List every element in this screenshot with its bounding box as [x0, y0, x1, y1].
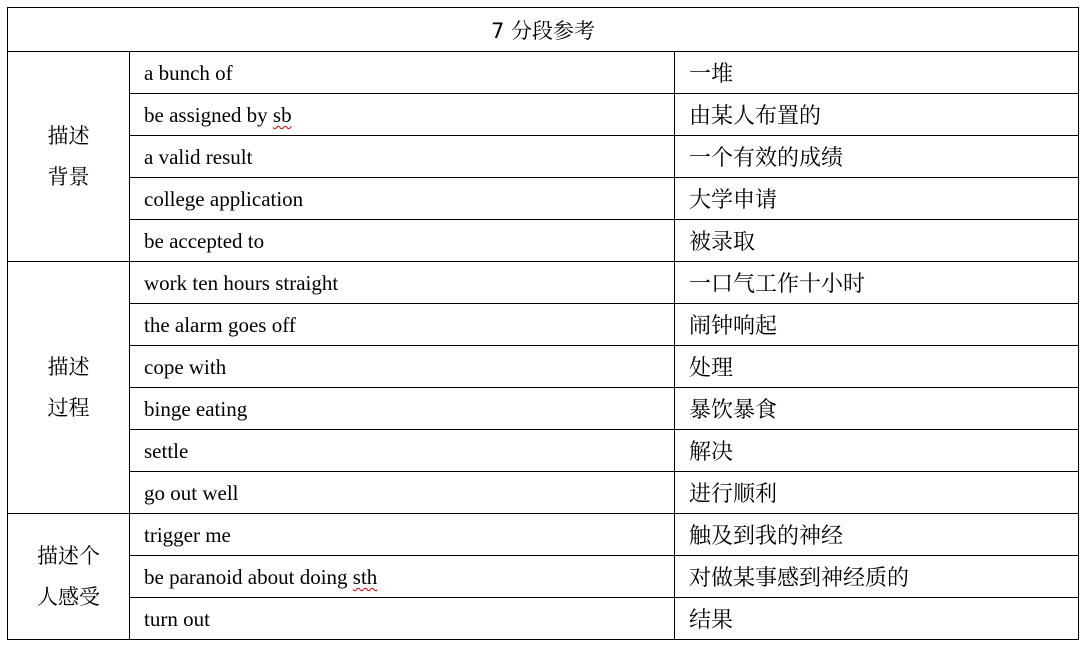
chinese-meaning: 对做某事感到神经质的 [675, 556, 1079, 598]
chinese-meaning: 大学申请 [675, 178, 1079, 220]
table-title: 7 分段参考 [8, 8, 1079, 52]
table-row [8, 94, 1079, 136]
category-label-line2: 背景 [47, 164, 90, 189]
chinese-meaning: 由某人布置的 [675, 94, 1079, 136]
title-row [8, 8, 1079, 52]
table-row [8, 430, 1079, 472]
table-row [8, 472, 1079, 514]
chinese-meaning: 结果 [675, 598, 1079, 640]
english-phrase: the alarm goes off [130, 304, 675, 346]
english-phrase [130, 94, 675, 136]
category-label-line1: 描述 [47, 354, 90, 379]
chinese-meaning: 一口气工作十小时 [675, 262, 1079, 304]
category-cell-process [8, 262, 130, 514]
english-phrase: turn out [130, 598, 675, 640]
category-label-line1: 描述个 [37, 543, 100, 568]
vocabulary-reference-table [7, 7, 1079, 640]
chinese-meaning: 暴饮暴食 [675, 388, 1079, 430]
table-row [8, 346, 1079, 388]
table-row [8, 262, 1079, 304]
table-row [8, 136, 1079, 178]
table-row [8, 514, 1079, 556]
category-label-line1: 描述 [47, 123, 90, 148]
english-phrase: binge eating [130, 388, 675, 430]
english-phrase: a valid result [130, 136, 675, 178]
category-label-line2: 过程 [47, 395, 90, 420]
english-phrase: cope with [130, 346, 675, 388]
table-row [8, 304, 1079, 346]
english-phrase: college application [130, 178, 675, 220]
chinese-meaning: 一个有效的成绩 [675, 136, 1079, 178]
chinese-meaning: 触及到我的神经 [675, 514, 1079, 556]
chinese-meaning: 解决 [675, 430, 1079, 472]
english-phrase: settle [130, 430, 675, 472]
english-phrase: work ten hours straight [130, 262, 675, 304]
table-row [8, 52, 1079, 94]
english-phrase: a bunch of [130, 52, 675, 94]
english-phrase: go out well [130, 472, 675, 514]
english-phrase: trigger me [130, 514, 675, 556]
chinese-meaning: 进行顺利 [675, 472, 1079, 514]
chinese-meaning: 一堆 [675, 52, 1079, 94]
english-phrase: be accepted to [130, 220, 675, 262]
spellcheck-marked-word: sth [352, 565, 378, 589]
chinese-meaning: 闹钟响起 [675, 304, 1079, 346]
english-phrase [130, 556, 675, 598]
english-phrase-text: be assigned by [144, 103, 273, 127]
table-row [8, 388, 1079, 430]
chinese-meaning: 被录取 [675, 220, 1079, 262]
category-label-line2: 人感受 [37, 584, 100, 609]
chinese-meaning: 处理 [675, 346, 1079, 388]
category-cell-feelings [8, 514, 130, 640]
spellcheck-marked-word: sb [272, 103, 292, 127]
table-row [8, 556, 1079, 598]
category-cell-background [8, 52, 130, 262]
table-row [8, 220, 1079, 262]
table-row [8, 598, 1079, 640]
english-phrase-text: be paranoid about doing [144, 565, 353, 589]
table-row [8, 178, 1079, 220]
